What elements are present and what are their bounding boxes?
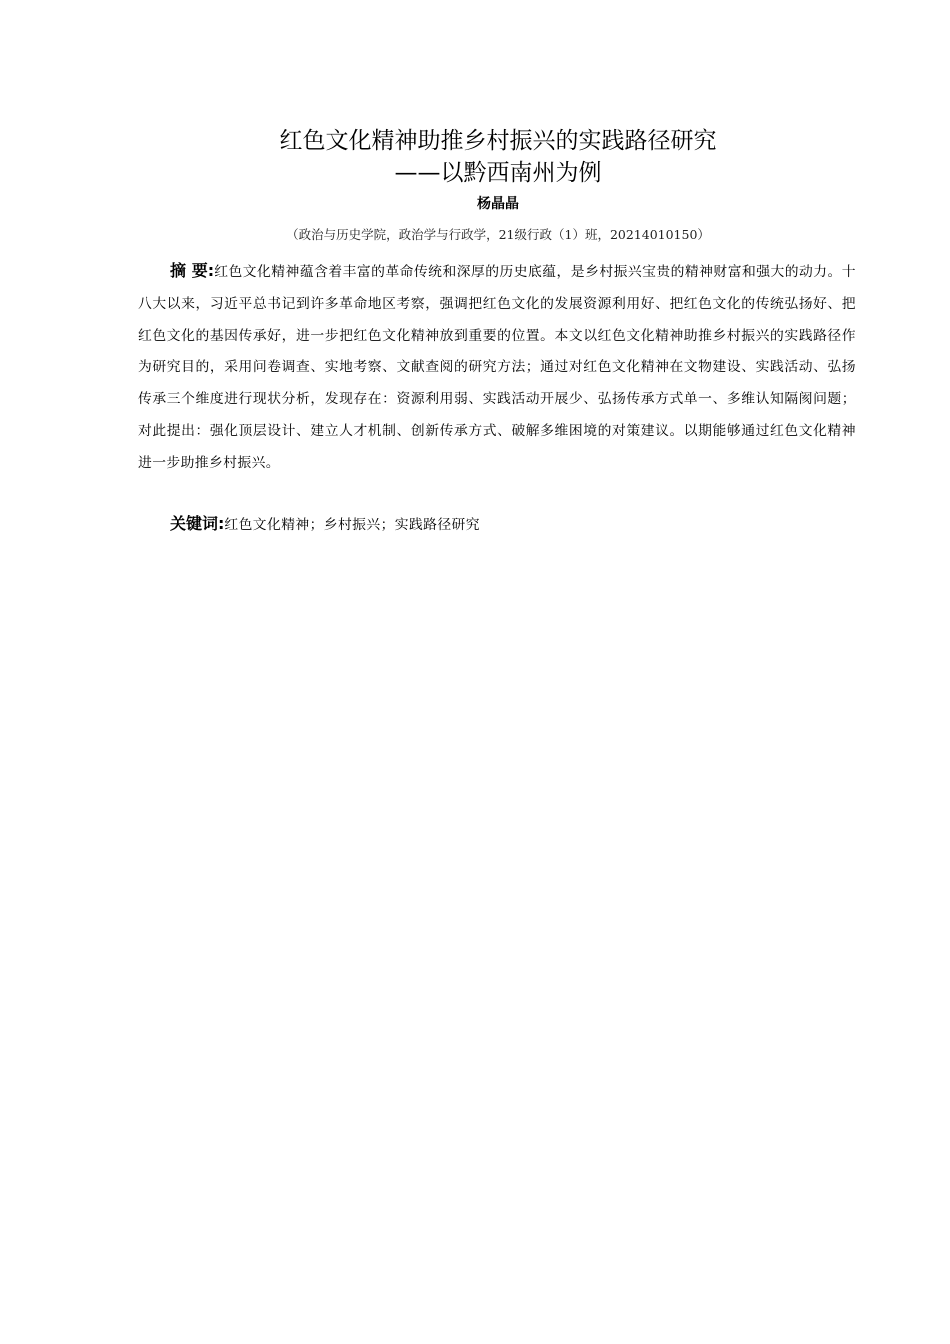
paper-title: 红色文化精神助推乡村振兴的实践路径研究 bbox=[279, 128, 717, 154]
keywords-label: 关键词: bbox=[170, 514, 225, 533]
abstract-text: 红色文化精神蕴含着丰富的革命传统和深厚的历史底蕴，是乡村振兴宝贵的精神财富和强大的动力。十八大以来，习近平总书记到许多革命地区考察，强调把红色文化的发展资源利用好、把红色文化的传统弘扬好、把红色文化的基因传承好，进一步把红色文化精神放到重要的位置。本文以红色文化精神助推乡村振兴的实践路径作为研究目的，采用问卷调查、实地考察、文献查阅的研究方法；通过对红色文化精神在文物建设、实践活动、弘扬传承三个维度进行现状分析，发现存在：资源利用弱、实践活动开展少、弘扬传承方式单一、多维认知隔阂问题；对此提出：强化顶层设计、建立人才机制、创新传承方式、破解多维困境的对策建议。以期能够通过红色文化精神进一步助推乡村振兴。 bbox=[138, 264, 856, 471]
keywords-text: 红色文化精神；乡村振兴；实践路径研究 bbox=[224, 517, 480, 533]
author-name: 杨晶晶 bbox=[477, 196, 519, 212]
keywords-line bbox=[170, 510, 856, 539]
author-affiliation: （政治与历史学院，政治学与行政学，21级行政（1）班，20214010150） bbox=[286, 227, 710, 242]
paper-subtitle: ——以黔西南州为例 bbox=[394, 160, 602, 186]
abstract-paragraph bbox=[138, 255, 856, 480]
abstract-label: 摘 要: bbox=[170, 261, 215, 280]
